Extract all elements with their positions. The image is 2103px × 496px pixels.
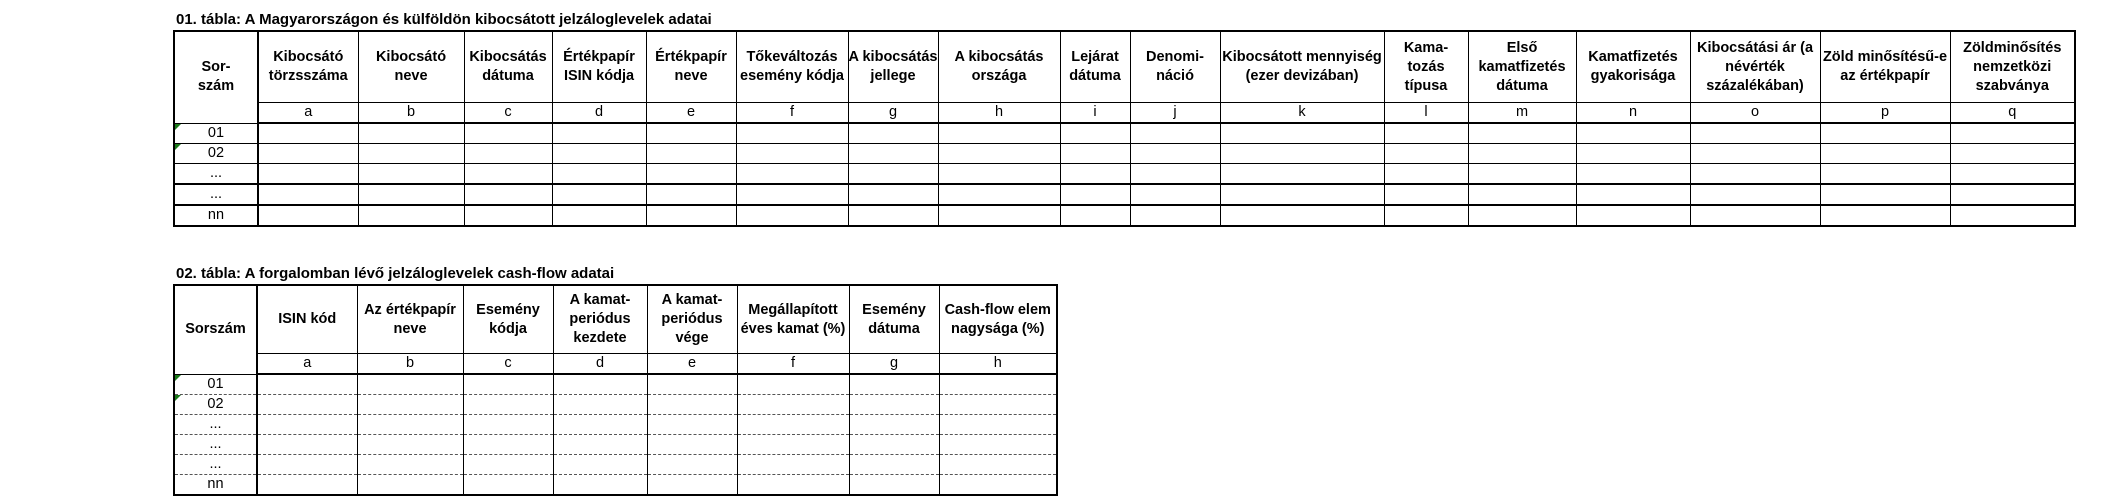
table1-row-number: [174, 205, 258, 226]
table1-data-cell[interactable]: [1690, 184, 1820, 205]
table1-column-letter: e: [646, 103, 736, 124]
table1-column-letter: k: [1220, 103, 1384, 124]
table1-data-cell[interactable]: [1690, 144, 1820, 164]
table2-data-cell[interactable]: [553, 415, 647, 435]
table1-data-cell[interactable]: [1220, 123, 1384, 144]
table1-data-cell[interactable]: [1468, 144, 1576, 164]
table2-column-letter: f: [737, 354, 849, 375]
table2-data-cell[interactable]: [257, 455, 357, 475]
table1-data-cell[interactable]: [358, 184, 464, 205]
table2-column-letter: h: [939, 354, 1057, 375]
table2-data-cell[interactable]: [257, 374, 357, 395]
table1-column-letter: a: [258, 103, 358, 124]
table1-row-number-label: ...: [209, 165, 223, 181]
table1-data-cell[interactable]: [646, 144, 736, 164]
table2-data-cell[interactable]: [357, 395, 463, 415]
table1-data-cell[interactable]: [736, 205, 848, 226]
table2-data-cell[interactable]: [939, 374, 1057, 395]
table2-data-cell[interactable]: [647, 415, 737, 435]
table1-data-cell[interactable]: [464, 164, 552, 185]
table2-data-cell[interactable]: [257, 475, 357, 496]
table1-data-cell[interactable]: [848, 184, 938, 205]
table2-row-number: [174, 435, 257, 455]
table1-header-b: Kibocsátó neve: [358, 31, 464, 103]
table1-data-cell[interactable]: [1576, 184, 1690, 205]
table1-column-letter: h: [938, 103, 1060, 124]
table1-data-cell[interactable]: [1220, 184, 1384, 205]
table1-column-letter: g: [848, 103, 938, 124]
table1-data-cell[interactable]: [1384, 164, 1468, 185]
table2-data-cell[interactable]: [463, 395, 553, 415]
table2-data-cell[interactable]: [849, 455, 939, 475]
table1-data-cell[interactable]: [646, 123, 736, 144]
table2-header-a: ISIN kód: [257, 285, 357, 354]
table1-data-cell[interactable]: [1820, 205, 1950, 226]
table1-data-cell[interactable]: [1950, 205, 2075, 226]
table2-row-number-label: ...: [209, 436, 222, 452]
table1-data-cell[interactable]: [552, 205, 646, 226]
table1-column-letter: o: [1690, 103, 1820, 124]
table1-header-c: Kibocsátás dátuma: [464, 31, 552, 103]
table2-data-cell[interactable]: [463, 374, 553, 395]
table1-column-letter: c: [464, 103, 552, 124]
table1-header-m: Első kamatfizetés dátuma: [1468, 31, 1576, 103]
table2-data-cell[interactable]: [849, 475, 939, 496]
table2-data-cell[interactable]: [737, 415, 849, 435]
table2-data-cell[interactable]: [463, 415, 553, 435]
table2-row: [174, 415, 1057, 435]
table1-header-h: A kibocsátás országa: [938, 31, 1060, 103]
table2-data-cell[interactable]: [553, 374, 647, 395]
table2-data-cell[interactable]: [647, 475, 737, 496]
table1-data-cell[interactable]: [1130, 144, 1220, 164]
table2-column-letter: c: [463, 354, 553, 375]
table2-row-number: [174, 415, 257, 435]
table1-data-cell[interactable]: [358, 144, 464, 164]
table1-data-cell[interactable]: [1384, 144, 1468, 164]
table2-row-number: [174, 374, 257, 395]
table2-row-number: [174, 455, 257, 475]
table2-data-cell[interactable]: [647, 374, 737, 395]
table2-row-number-label: nn: [207, 476, 224, 492]
table2-data-cell[interactable]: [463, 475, 553, 496]
table1-data-cell[interactable]: [938, 205, 1060, 226]
table1-data-cell[interactable]: [1384, 205, 1468, 226]
table2-data-cell[interactable]: [849, 435, 939, 455]
table1-data-cell[interactable]: [1130, 184, 1220, 205]
table1-header-k: Kibocsátott mennyiség (ezer devizában): [1220, 31, 1384, 103]
table1-data-cell[interactable]: [1468, 184, 1576, 205]
table1-data-cell[interactable]: [464, 144, 552, 164]
table1-data-cell[interactable]: [1060, 144, 1130, 164]
table2-row: [174, 374, 1057, 395]
table2-row-number: [174, 475, 257, 496]
table1-row: [174, 184, 2075, 205]
table1-data-cell[interactable]: [1220, 205, 1384, 226]
table1-data-cell[interactable]: [1130, 164, 1220, 185]
table2-data-cell[interactable]: [647, 395, 737, 415]
table1-column-letter: d: [552, 103, 646, 124]
table1-header-a: Kibocsátó törzsszáma: [258, 31, 358, 103]
table1-data-cell[interactable]: [358, 205, 464, 226]
table1-column-letter: q: [1950, 103, 2075, 124]
table1-row: [174, 144, 2075, 164]
table1-data-cell[interactable]: [1060, 205, 1130, 226]
table1-data-cell[interactable]: [1576, 144, 1690, 164]
table1-column-letter: l: [1384, 103, 1468, 124]
table2-row-number-label: 02: [207, 396, 224, 412]
table2-row-number-label: ...: [209, 416, 222, 432]
table1-row-number-label: nn: [207, 207, 225, 223]
table1-header-g: A kibocsátás jellege: [848, 31, 938, 103]
table1-column-letter: b: [358, 103, 464, 124]
table1-data-cell[interactable]: [552, 123, 646, 144]
table1-row-number-label: 02: [207, 145, 225, 161]
table2-data-cell[interactable]: [257, 395, 357, 415]
table1-row-number-label: ...: [209, 186, 223, 202]
table1-data-cell[interactable]: [1576, 164, 1690, 185]
table1: [173, 30, 2076, 227]
table1-data-cell[interactable]: [1820, 184, 1950, 205]
table1-data-cell[interactable]: [1468, 123, 1576, 144]
table1-row-number: [174, 123, 258, 144]
table2-data-cell[interactable]: [357, 415, 463, 435]
table1-data-cell[interactable]: [736, 144, 848, 164]
table2-column-letter: b: [357, 354, 463, 375]
table2-data-cell[interactable]: [357, 435, 463, 455]
table1-header-l: Kama- tozás típusa: [1384, 31, 1468, 103]
table1-data-cell[interactable]: [1060, 164, 1130, 185]
table1-row-number: [174, 184, 258, 205]
table2-data-cell[interactable]: [463, 455, 553, 475]
table2-row-number-label: 01: [207, 375, 224, 392]
cell-comment-marker-icon: [175, 124, 181, 130]
cell-comment-marker-icon: [175, 144, 181, 150]
table2-header-f: Megállapított éves kamat (%): [737, 285, 849, 354]
table2-column-letter: e: [647, 354, 737, 375]
table1-column-letter: p: [1820, 103, 1950, 124]
table2-data-cell[interactable]: [849, 395, 939, 415]
table1-data-cell[interactable]: [552, 144, 646, 164]
table1-row-number-label: 01: [207, 124, 225, 141]
cell-comment-marker-icon: [175, 375, 181, 381]
table1-header-d: Értékpapír ISIN kódja: [552, 31, 646, 103]
table1-data-cell[interactable]: [1130, 123, 1220, 144]
table1-data-cell[interactable]: [848, 164, 938, 185]
table2-row: [174, 395, 1057, 415]
table1-header-f: Tőkeváltozás esemény kódja: [736, 31, 848, 103]
table1-data-cell[interactable]: [1220, 144, 1384, 164]
table1-data-cell[interactable]: [1576, 123, 1690, 144]
table1-header-rownum: Sor- szám: [174, 31, 258, 123]
table1-data-cell[interactable]: [464, 205, 552, 226]
table1-data-cell[interactable]: [258, 164, 358, 185]
table2-data-cell[interactable]: [939, 455, 1057, 475]
table1-data-cell[interactable]: [258, 184, 358, 205]
table2-column-letter: d: [553, 354, 647, 375]
table2-data-cell[interactable]: [257, 415, 357, 435]
table2-header-h: Cash-flow elem nagysága (%): [939, 285, 1057, 354]
table2-data-cell[interactable]: [737, 455, 849, 475]
table1-data-cell[interactable]: [646, 184, 736, 205]
cell-comment-marker-icon: [175, 395, 181, 401]
table1-column-letter: f: [736, 103, 848, 124]
table1-data-cell[interactable]: [1950, 184, 2075, 205]
table1-header-o: Kibocsátási ár (a névérték százalékában): [1690, 31, 1820, 103]
table1-column-letter: j: [1130, 103, 1220, 124]
table2-data-cell[interactable]: [357, 374, 463, 395]
table1-data-cell[interactable]: [1950, 123, 2075, 144]
table2-data-cell[interactable]: [257, 435, 357, 455]
table2-data-cell[interactable]: [849, 374, 939, 395]
table1-data-cell[interactable]: [938, 164, 1060, 185]
table1-data-cell[interactable]: [938, 144, 1060, 164]
table1-data-cell[interactable]: [1468, 205, 1576, 226]
table1-row: [174, 164, 2075, 185]
table2-column-letter: a: [257, 354, 357, 375]
table1-column-letter: m: [1468, 103, 1576, 124]
table1-data-cell[interactable]: [938, 184, 1060, 205]
table2-header-b: Az értékpapír neve: [357, 285, 463, 354]
table1-data-cell[interactable]: [464, 184, 552, 205]
table1-data-cell[interactable]: [848, 205, 938, 226]
table2-row-number-label: ...: [209, 456, 222, 472]
table1-header-q: Zöldminősítés nemzetközi szabványa: [1950, 31, 2075, 103]
table2-header-c: Esemény kódja: [463, 285, 553, 354]
table1-header-n: Kamatfizetés gyakorisága: [1576, 31, 1690, 103]
table2-header-e: A kamat- periódus vége: [647, 285, 737, 354]
table1-column-letter: n: [1576, 103, 1690, 124]
table1-data-cell[interactable]: [464, 123, 552, 144]
table1-data-cell[interactable]: [646, 205, 736, 226]
table1-data-cell[interactable]: [1384, 123, 1468, 144]
table1-data-cell[interactable]: [848, 144, 938, 164]
table1-data-cell[interactable]: [1060, 123, 1130, 144]
table2-data-cell[interactable]: [553, 455, 647, 475]
table2-column-letter: g: [849, 354, 939, 375]
table1-data-cell[interactable]: [1576, 205, 1690, 226]
table1-data-cell[interactable]: [258, 205, 358, 226]
table1-row-number: [174, 144, 258, 164]
table1-header-e: Értékpapír neve: [646, 31, 736, 103]
table2-header-g: Esemény dátuma: [849, 285, 939, 354]
table2-data-cell[interactable]: [647, 455, 737, 475]
table2-data-cell[interactable]: [849, 415, 939, 435]
table1-data-cell[interactable]: [1690, 205, 1820, 226]
table2-row: [174, 475, 1057, 496]
table2-data-cell[interactable]: [737, 395, 849, 415]
table2-data-cell[interactable]: [737, 374, 849, 395]
table1-data-cell[interactable]: [1950, 164, 2075, 185]
table2-caption: 02. tábla: A forgalomban lévő jelzáloglevelek cash-flow adatai: [176, 265, 615, 282]
table1-data-cell[interactable]: [736, 164, 848, 185]
table1-data-cell[interactable]: [1820, 144, 1950, 164]
table2-data-cell[interactable]: [939, 395, 1057, 415]
table2-data-cell[interactable]: [647, 435, 737, 455]
table2-data-cell[interactable]: [939, 435, 1057, 455]
table1-data-cell[interactable]: [1690, 164, 1820, 185]
table1-data-cell[interactable]: [1468, 164, 1576, 185]
table2-data-cell[interactable]: [737, 475, 849, 496]
table2-data-cell[interactable]: [553, 395, 647, 415]
table1-data-cell[interactable]: [1384, 184, 1468, 205]
table2-row-number: [174, 395, 257, 415]
table1-data-cell[interactable]: [736, 184, 848, 205]
table1-data-cell[interactable]: [1220, 164, 1384, 185]
table1-data-cell[interactable]: [938, 123, 1060, 144]
table2-data-cell[interactable]: [463, 435, 553, 455]
table1-data-cell[interactable]: [358, 164, 464, 185]
table1-data-cell[interactable]: [258, 123, 358, 144]
table1-data-cell[interactable]: [552, 184, 646, 205]
table2-row: [174, 455, 1057, 475]
table2-data-cell[interactable]: [357, 475, 463, 496]
table2-data-cell[interactable]: [553, 435, 647, 455]
table1-data-cell[interactable]: [848, 123, 938, 144]
table1-data-cell[interactable]: [258, 144, 358, 164]
table1-data-cell[interactable]: [1690, 123, 1820, 144]
table2-data-cell[interactable]: [939, 415, 1057, 435]
table1-data-cell[interactable]: [1820, 123, 1950, 144]
table2-row: [174, 435, 1057, 455]
table1-header-j: Denomi- náció: [1130, 31, 1220, 103]
table1-caption: 01. tábla: A Magyarországon és külföldön kibocsátott jelzáloglevelek adatai: [176, 11, 712, 28]
table1-data-cell[interactable]: [1130, 205, 1220, 226]
table2-header-d: A kamat- periódus kezdete: [553, 285, 647, 354]
table2-data-cell[interactable]: [357, 455, 463, 475]
table2-header-rownum: Sorszám: [174, 285, 257, 374]
table1-row-number: [174, 164, 258, 185]
table1-data-cell[interactable]: [736, 123, 848, 144]
table2-data-cell[interactable]: [737, 435, 849, 455]
table1-header-i: Lejárat dátuma: [1060, 31, 1130, 103]
table2-data-cell[interactable]: [939, 475, 1057, 496]
table1-data-cell[interactable]: [1950, 144, 2075, 164]
table1-data-cell[interactable]: [1820, 164, 1950, 185]
table1-data-cell[interactable]: [646, 164, 736, 185]
table2: [173, 284, 1058, 496]
table1-data-cell[interactable]: [552, 164, 646, 185]
table1-header-p: Zöld minősítésű-e az értékpapír: [1820, 31, 1950, 103]
table2-data-cell[interactable]: [553, 475, 647, 496]
table1-data-cell[interactable]: [1060, 184, 1130, 205]
table1-data-cell[interactable]: [358, 123, 464, 144]
table1-row: [174, 205, 2075, 226]
table1-row: [174, 123, 2075, 144]
table1-column-letter: i: [1060, 103, 1130, 124]
